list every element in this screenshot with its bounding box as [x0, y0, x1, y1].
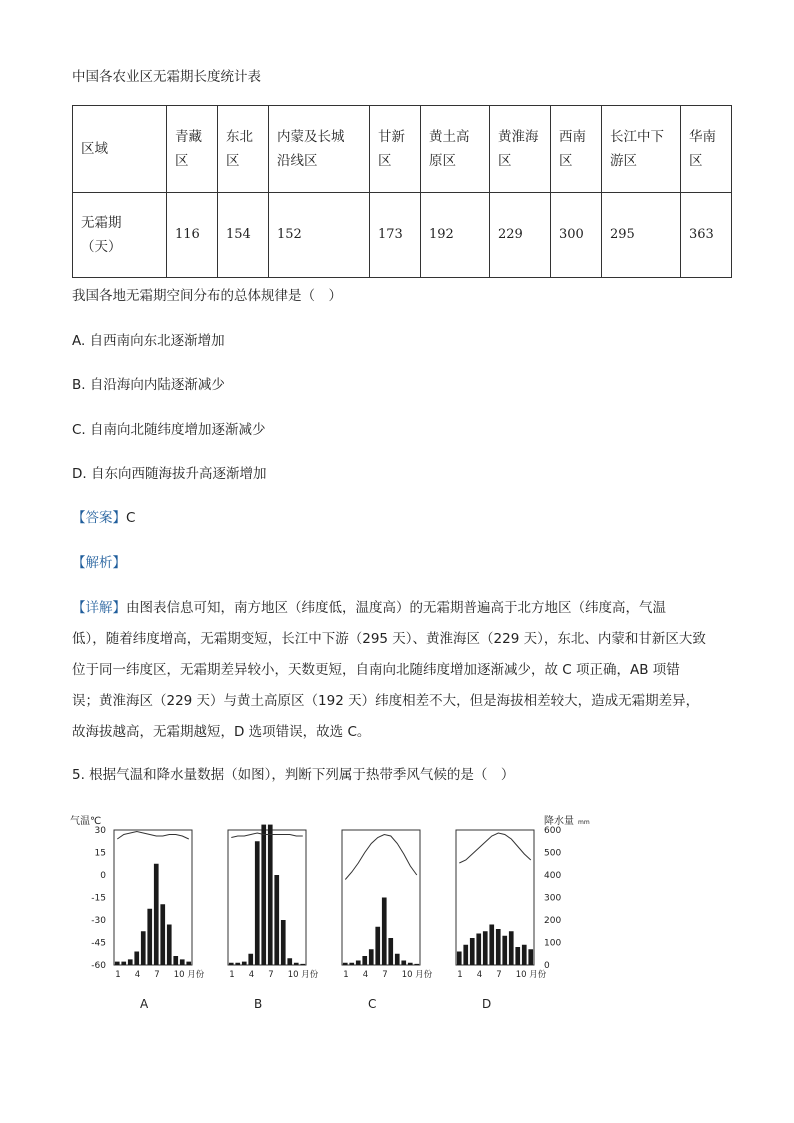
precipitation-bar — [281, 920, 286, 965]
precipitation-bar — [463, 945, 468, 965]
days-cell: 116 — [167, 193, 218, 278]
precipitation-bar — [502, 936, 507, 965]
precipitation-bar — [414, 964, 419, 965]
precipitation-tick-label: 400 — [544, 871, 562, 881]
month-tick-label: 1 — [343, 970, 349, 980]
precipitation-bar — [229, 963, 234, 965]
precipitation-bar — [128, 959, 133, 965]
precipitation-bar — [141, 931, 146, 965]
month-tick-label: 4 — [476, 970, 483, 980]
month-tick-label: 4 — [362, 970, 369, 980]
option-a: A. 自西南向东北逐渐增加 — [72, 333, 225, 349]
precipitation-bar — [496, 929, 501, 965]
temperature-line — [117, 832, 189, 840]
temperature-tick-label: 15 — [94, 848, 106, 859]
precipitation-bar — [173, 956, 178, 965]
month-tick-label: 10 月份 — [173, 970, 205, 980]
detail-tag: 【详解】 — [72, 600, 126, 616]
region-cell: 内蒙及长城 沿线区 — [269, 106, 370, 193]
precipitation-bar — [401, 961, 406, 966]
precipitation-tick-label: 0 — [544, 961, 550, 971]
precipitation-bar — [255, 841, 260, 965]
chart-label-d: D — [482, 997, 492, 1011]
month-tick-label: 7 — [496, 970, 502, 980]
temperature-tick-label: -30 — [91, 916, 106, 926]
temperature-tick-label: -60 — [91, 961, 106, 971]
precipitation-bar — [287, 958, 292, 965]
month-tick-label: 7 — [268, 970, 274, 980]
temperature-line — [459, 833, 531, 863]
precipitation-bar — [274, 875, 279, 965]
temperature-tick-label: -15 — [91, 893, 106, 904]
chart-frame-b — [228, 830, 306, 965]
option-b: B. 自沿海向内陆逐渐减少 — [72, 377, 225, 393]
month-tick-label: 4 — [248, 970, 255, 980]
precipitation-bar — [509, 931, 514, 965]
temperature-tick-label: -45 — [91, 938, 106, 949]
precipitation-bar — [395, 954, 400, 965]
chart-label-c: C — [368, 997, 377, 1011]
days-cell: 363 — [681, 193, 732, 278]
precipitation-bar — [362, 956, 367, 965]
precipitation-tick-label: 100 — [544, 938, 562, 949]
precipitation-bar — [408, 963, 413, 965]
precipitation-bar — [242, 962, 247, 965]
precipitation-tick-label: 200 — [544, 916, 562, 926]
temperature-tick-label: 0 — [100, 871, 106, 881]
chart-label-b: B — [254, 997, 263, 1011]
precipitation-bar — [369, 949, 374, 965]
precipitation-tick-label: 300 — [544, 893, 562, 904]
precipitation-bar — [115, 962, 120, 965]
option-c: C. 自南向北随纬度增加逐渐减少 — [72, 422, 266, 438]
month-tick-label: 1 — [229, 970, 235, 980]
precipitation-bar — [154, 864, 159, 965]
precipitation-bar — [343, 963, 348, 965]
precipitation-bar — [235, 963, 240, 965]
month-tick-label: 1 — [457, 970, 463, 980]
precipitation-bar — [528, 949, 533, 965]
precipitation-bar — [300, 964, 305, 965]
option-d: D. 自东向西随海拔升高逐渐增加 — [72, 466, 267, 482]
days-cell: 229 — [490, 193, 551, 278]
chart-frame-c — [342, 830, 420, 965]
days-cell: 192 — [421, 193, 490, 278]
precipitation-tick-label: 500 — [544, 848, 562, 859]
row-header-region: 区域 — [73, 106, 167, 193]
answer-line — [72, 508, 135, 528]
row-header-days: 无霜期 （天） — [73, 193, 167, 278]
month-tick-label: 4 — [134, 970, 141, 980]
precipitation-bar — [483, 931, 488, 965]
chart-label-a: A — [140, 997, 149, 1011]
answer-value: C — [126, 510, 136, 526]
month-tick-label: 7 — [382, 970, 388, 980]
days-cell: 152 — [269, 193, 370, 278]
days-cell: 295 — [602, 193, 681, 278]
analysis-tag: 【解析】 — [72, 555, 126, 571]
temperature-line — [231, 833, 302, 838]
precipitation-bar — [160, 904, 165, 965]
precipitation-bar — [121, 962, 126, 965]
frost-free-table — [72, 105, 732, 278]
month-tick-label: 10 月份 — [401, 970, 433, 980]
precipitation-bar — [489, 925, 494, 966]
precipitation-bar — [147, 909, 152, 965]
region-cell: 东北 区 — [218, 106, 269, 193]
month-tick-label: 7 — [154, 970, 160, 980]
region-cell: 西南 区 — [551, 106, 602, 193]
question-5-stem: 5. 根据气温和降水量数据（如图），判断下列属于热带季风气候的是（ ） — [72, 767, 515, 783]
precipitation-bar — [356, 961, 361, 966]
precipitation-bar — [470, 938, 475, 965]
days-cell: 173 — [370, 193, 421, 278]
precipitation-bar — [375, 927, 380, 965]
answer-tag: 【答案】 — [72, 510, 126, 526]
region-cell: 长江中下 游区 — [602, 106, 681, 193]
chart-frame-a — [114, 830, 192, 965]
region-cell: 黄淮海 区 — [490, 106, 551, 193]
detail-paragraph — [72, 593, 722, 748]
precipitation-bar — [515, 947, 520, 965]
detail-line: 低），随着纬度增高，无霜期变短，长江中下游（295 天）、黄淮海区（229 天），东北、内蒙和甘新区大致 — [72, 631, 706, 647]
temperature-axis-title: 气温℃ — [70, 816, 102, 827]
precipitation-axis-title: 降水量 — [544, 816, 574, 827]
precipitation-bar — [388, 938, 393, 965]
precipitation-bar — [248, 954, 253, 965]
precipitation-bar — [457, 952, 462, 966]
region-cell: 甘新 区 — [370, 106, 421, 193]
precipitation-bar — [476, 934, 481, 966]
precipitation-tick-label: 600 — [544, 826, 562, 836]
question-4-stem: 我国各地无霜期空间分布的总体规律是（ ） — [72, 288, 342, 304]
precipitation-bar — [349, 963, 354, 965]
region-cell: 青藏 区 — [167, 106, 218, 193]
precipitation-bar — [167, 925, 172, 966]
precipitation-bar — [180, 959, 185, 965]
table-days-row — [73, 193, 732, 278]
temperature-tick-label: 30 — [94, 826, 106, 836]
temperature-line — [345, 835, 417, 880]
month-tick-label: 1 — [115, 970, 121, 980]
precipitation-bar — [186, 962, 191, 965]
precipitation-bar — [268, 825, 273, 965]
precipitation-bar — [522, 945, 527, 965]
month-tick-label: 10 月份 — [515, 970, 547, 980]
precipitation-bar — [261, 825, 266, 965]
precipitation-axis-unit: mm — [578, 819, 590, 826]
detail-line: 位于同一纬度区，无霜期差异较小，天数更短，自南向北随纬度增加逐渐减少，故 C 项正确，AB 项错 — [72, 662, 680, 678]
table-title: 中国各农业区无霜期长度统计表 — [72, 69, 261, 85]
table-header-row — [73, 106, 732, 193]
precipitation-bar — [382, 898, 387, 966]
precipitation-bar — [294, 963, 299, 965]
precipitation-bar — [134, 952, 139, 966]
month-tick-label: 10 月份 — [287, 970, 319, 980]
region-cell: 华南 区 — [681, 106, 732, 193]
detail-line: 由图表信息可知，南方地区（纬度低，温度高）的无霜期普遍高于北方地区（纬度高，气温 — [126, 600, 666, 616]
days-cell: 300 — [551, 193, 602, 278]
detail-line: 误；黄淮海区（229 天）与黄土高原区（192 天）纬度相差不大，但是海拔相差较大，造成无霜期差异， — [72, 693, 700, 709]
days-cell: 154 — [218, 193, 269, 278]
detail-line: 故海拔越高，无霜期越短，D 选项错误，故选 C。 — [72, 724, 371, 740]
region-cell: 黄土高 原区 — [421, 106, 490, 193]
climate-charts — [70, 812, 590, 1032]
